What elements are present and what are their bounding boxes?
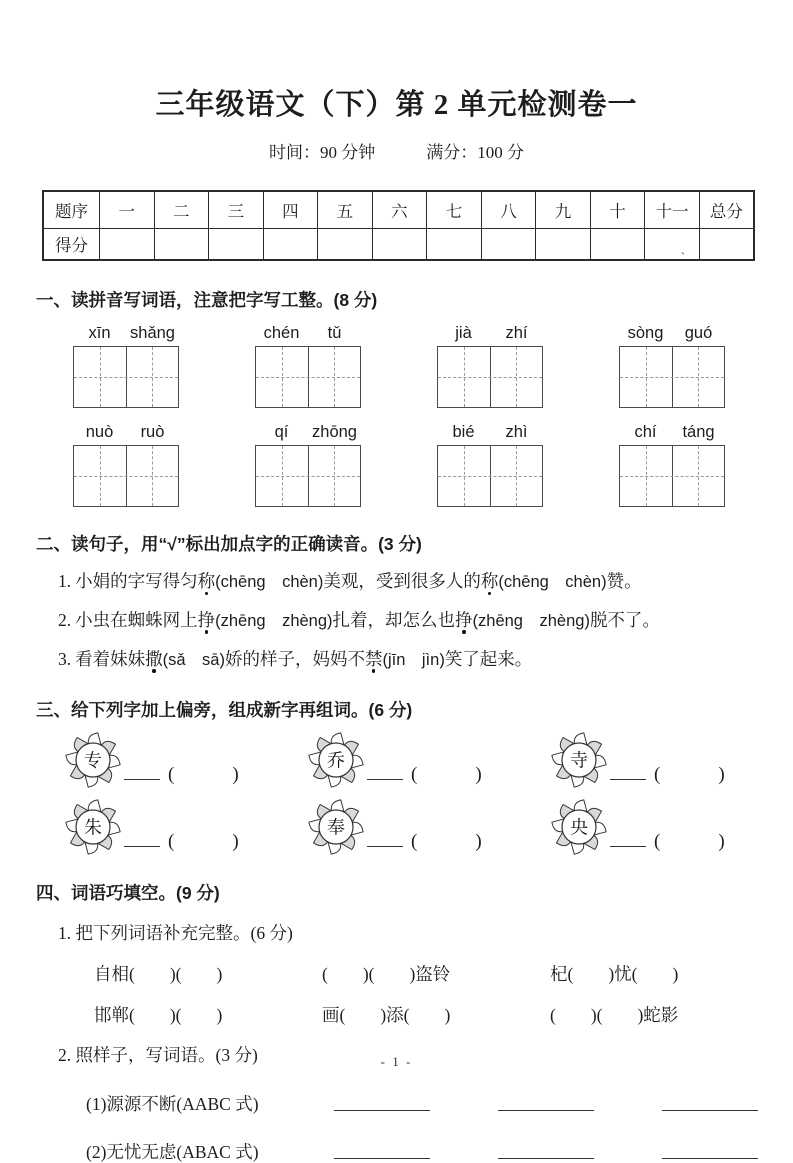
word-paren-open: ( xyxy=(168,763,175,785)
score-table xyxy=(42,190,755,261)
pronunciation-items xyxy=(0,569,793,673)
score-table-score-row xyxy=(43,229,754,261)
radical-item xyxy=(550,732,793,789)
score-cell-4 xyxy=(263,229,318,261)
score-col-7: 七 xyxy=(427,191,482,229)
score-col-1: 一 xyxy=(100,191,155,229)
radical-item xyxy=(550,799,793,856)
page-title: 三年级语文（下）第 2 单元检测卷一 xyxy=(155,89,638,121)
new-char-blank xyxy=(124,845,160,847)
svg-text:奉: 奉 xyxy=(327,817,345,838)
writing-grid xyxy=(619,346,725,408)
score-col-3: 三 xyxy=(209,191,264,229)
new-char-blank xyxy=(610,845,646,847)
score-col-8: 八 xyxy=(481,191,536,229)
radical-item xyxy=(307,799,550,856)
pattern-example-label: (2)无忧无虑(ABAC 式) xyxy=(86,1141,259,1162)
flower-row-2 xyxy=(64,799,793,856)
word-paren-close: ) xyxy=(475,763,482,785)
new-char-blank xyxy=(124,778,160,780)
score-table-header-row xyxy=(43,191,754,229)
svg-text:央: 央 xyxy=(570,817,588,838)
word-paren-close: ) xyxy=(718,830,725,852)
writing-grid xyxy=(437,346,543,408)
idiom-fill: ( )( )盗铃 xyxy=(322,963,451,984)
sentence-item: 3. 看着妹妹撒(sǎ sā)娇的样子，妈妈不禁(jīn jìn)笑了起来。 xyxy=(58,648,533,669)
pinyin-row-1 xyxy=(73,324,725,408)
word-paren-close: ) xyxy=(475,830,482,852)
score-cell-7 xyxy=(427,229,482,261)
pinyin-word-group xyxy=(619,324,725,408)
sentence-item: 1. 小娟的字写得匀称(chēng chèn)美观，受到很多人的称(chēng chèn)赞。 xyxy=(58,571,642,591)
fill-row-1 xyxy=(94,961,793,986)
radical-item xyxy=(64,732,307,789)
section4-heading: 四、词语巧填空。(9 分) xyxy=(36,882,220,903)
idiom-fill: ( )( )蛇影 xyxy=(550,1004,679,1025)
section3-heading: 三、给下列字加上偏旁，组成新字再组词。(6 分) xyxy=(36,699,413,720)
score-col-10: 十 xyxy=(590,191,645,229)
score-col-6: 六 xyxy=(372,191,427,229)
pinyin-label: chí táng xyxy=(634,423,715,441)
flower-icon xyxy=(64,732,122,789)
writing-grid xyxy=(255,445,361,507)
answer-blank xyxy=(498,1157,594,1159)
radical-item xyxy=(307,732,550,789)
flower-row-1 xyxy=(64,732,793,789)
pinyin-row-2 xyxy=(73,423,725,507)
pinyin-word-group xyxy=(73,324,179,408)
pinyin-word-group xyxy=(437,423,543,507)
idiom-fill: 杞( )忧( ) xyxy=(550,963,679,984)
item-number: 1. xyxy=(58,571,72,591)
score-col-2: 二 xyxy=(154,191,209,229)
idiom-fill: 邯郸( )( ) xyxy=(94,1004,223,1025)
pattern-item-2 xyxy=(86,1142,793,1163)
score-cell-10 xyxy=(590,229,645,261)
word-paren-close: ) xyxy=(718,763,725,785)
score-cell-9 xyxy=(536,229,591,261)
new-char-blank xyxy=(367,778,403,780)
pinyin-word-group xyxy=(619,423,725,507)
pinyin-label: xīn shǎng xyxy=(88,324,175,342)
score-col-4: 四 xyxy=(263,191,318,229)
pinyin-label: nuò ruò xyxy=(85,423,165,441)
exam-time-score-info: 时间：90 分钟 满分：100 分 xyxy=(269,143,524,162)
svg-text:朱: 朱 xyxy=(84,817,102,838)
score-col-12: 总分 xyxy=(699,191,754,229)
score-cell-11 xyxy=(645,229,700,261)
section2-heading: 二、读句子，用“√”标出加点字的正确读音。(3 分) xyxy=(36,534,422,554)
pinyin-label: sòng guó xyxy=(627,324,713,342)
new-char-blank xyxy=(367,845,403,847)
item-number: 2. xyxy=(58,609,72,630)
fill-row-2 xyxy=(94,1002,793,1027)
flower-icon xyxy=(64,799,122,856)
section4-sub2-label: 2. 照样子，写词语。(3 分) xyxy=(58,1044,258,1065)
answer-blank xyxy=(662,1157,758,1159)
pinyin-word-group xyxy=(255,423,361,507)
stray-mark: 、 xyxy=(680,246,691,257)
idiom-fill: 自相( )( ) xyxy=(94,963,223,984)
writing-grid xyxy=(437,445,543,507)
score-table-header-label: 题序 xyxy=(43,191,100,229)
word-paren-open: ( xyxy=(168,830,175,852)
new-char-blank xyxy=(610,778,646,780)
answer-blank xyxy=(498,1109,594,1111)
pinyin-word-group xyxy=(255,324,361,408)
answer-blank xyxy=(662,1109,758,1111)
pattern-item-1 xyxy=(86,1094,793,1115)
word-paren-open: ( xyxy=(411,830,418,852)
word-paren-open: ( xyxy=(654,763,661,785)
score-cell-3 xyxy=(209,229,264,261)
svg-text:乔: 乔 xyxy=(327,750,345,771)
pinyin-label: jià zhí xyxy=(455,324,528,342)
svg-text:专: 专 xyxy=(84,750,102,771)
pattern-example-label: (1)源源不断(AABC 式) xyxy=(86,1093,259,1114)
writing-grid xyxy=(255,346,361,408)
pinyin-word-group xyxy=(73,423,179,507)
word-paren-open: ( xyxy=(411,763,418,785)
idiom-fill: 画( )添( ) xyxy=(322,1004,451,1025)
word-paren-close: ) xyxy=(232,763,239,785)
flower-icon xyxy=(550,732,608,789)
pinyin-label: bié zhì xyxy=(452,423,528,441)
svg-text:寺: 寺 xyxy=(570,750,588,771)
score-cell-1 xyxy=(100,229,155,261)
pinyin-label: qí zhōng xyxy=(274,423,357,441)
pinyin-word-group xyxy=(437,324,543,408)
section4-sub1-label: 1. 把下列词语补充完整。(6 分) xyxy=(58,922,293,943)
writing-grid xyxy=(619,445,725,507)
item-number: 3. xyxy=(58,648,72,669)
pinyin-label: chén tǔ xyxy=(263,324,342,342)
score-cell-5 xyxy=(318,229,373,261)
sentence-item: 2. 小虫在蜘蛛网上挣(zhēng zhèng)扎着，却怎么也挣(zhēng zhèng)脱不了。 xyxy=(58,609,660,630)
flower-icon xyxy=(550,799,608,856)
word-paren-close: ) xyxy=(232,830,239,852)
score-cell-2 xyxy=(154,229,209,261)
radical-item xyxy=(64,799,307,856)
score-cell-12 xyxy=(699,229,754,261)
section1-heading: 一、读拼音写词语，注意把字写工整。(8 分) xyxy=(36,290,378,310)
word-paren-open: ( xyxy=(654,830,661,852)
answer-blank xyxy=(334,1109,430,1111)
page-number: - 1 - xyxy=(380,1054,413,1069)
answer-blank xyxy=(334,1157,430,1159)
score-cell-6 xyxy=(372,229,427,261)
writing-grid xyxy=(73,445,179,507)
writing-grid xyxy=(73,346,179,408)
score-col-5: 五 xyxy=(318,191,373,229)
score-col-11: 十一 xyxy=(645,191,700,229)
score-cell-8 xyxy=(481,229,536,261)
flower-icon xyxy=(307,799,365,856)
score-table-score-label: 得分 xyxy=(43,229,100,261)
score-col-9: 九 xyxy=(536,191,591,229)
flower-icon xyxy=(307,732,365,789)
